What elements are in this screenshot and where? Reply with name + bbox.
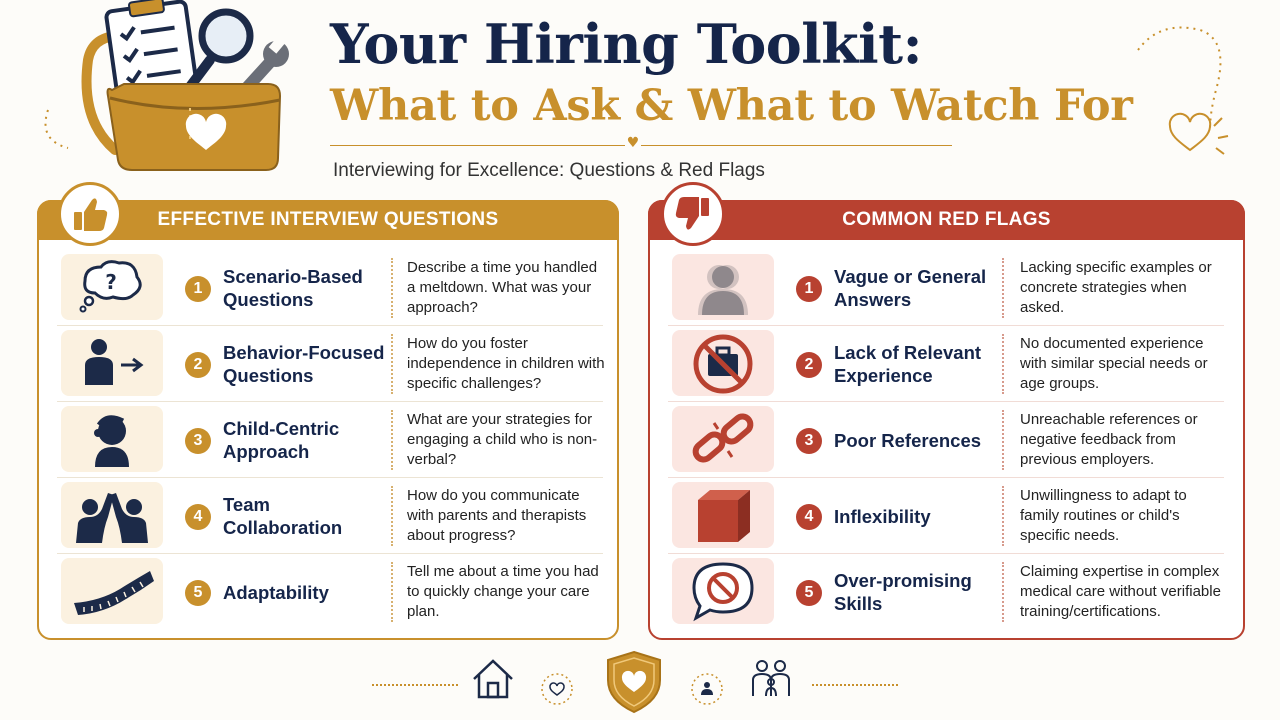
item-number: 3 bbox=[796, 428, 822, 454]
item-number: 1 bbox=[185, 276, 211, 302]
divider bbox=[1002, 410, 1004, 470]
list-item bbox=[668, 326, 1224, 402]
item-title: Team Collaboration bbox=[223, 494, 343, 538]
thought-bubble-question-icon bbox=[61, 254, 163, 320]
divider bbox=[1002, 334, 1004, 394]
item-title: Behavior-Focused Questions bbox=[223, 342, 385, 386]
item-description: Describe a time you handled a meltdown. What was your approach? bbox=[407, 259, 598, 316]
divider bbox=[391, 334, 393, 394]
panel-header: COMMON RED FLAGS bbox=[648, 200, 1245, 240]
divider-heart-icon: ♥ bbox=[626, 135, 640, 151]
divider bbox=[391, 486, 393, 546]
rigid-box-icon bbox=[672, 482, 774, 548]
red-flags-panel bbox=[648, 200, 1245, 640]
divider bbox=[1002, 562, 1004, 622]
item-number: 2 bbox=[796, 352, 822, 378]
interview-questions-panel bbox=[37, 200, 619, 640]
item-number: 2 bbox=[185, 352, 211, 378]
divider bbox=[1002, 258, 1004, 318]
person-arrow-icon bbox=[61, 330, 163, 396]
list-item bbox=[668, 478, 1224, 554]
item-title: Inflexibility bbox=[834, 505, 931, 527]
svg-text:?: ? bbox=[105, 270, 117, 294]
flexible-ruler-icon bbox=[61, 558, 163, 624]
item-description: How do you foster independence in children with specific challenges? bbox=[407, 335, 605, 392]
divider bbox=[391, 258, 393, 318]
item-title: Over-promising Skills bbox=[834, 570, 972, 614]
item-number: 4 bbox=[185, 504, 211, 530]
list-item bbox=[668, 554, 1224, 630]
item-description: What are your strategies for engaging a child who is non-verbal? bbox=[407, 411, 598, 468]
item-number: 3 bbox=[185, 428, 211, 454]
item-number: 5 bbox=[185, 580, 211, 606]
high-five-icon bbox=[61, 482, 163, 548]
no-briefcase-icon bbox=[672, 330, 774, 396]
person-circle-icon bbox=[690, 672, 724, 706]
footer-dotted-line bbox=[812, 684, 898, 686]
page-subtitle: Interviewing for Excellence: Questions & Red Flags bbox=[333, 160, 765, 181]
item-description: Lacking specific examples or concrete strategies when asked. bbox=[1020, 259, 1212, 316]
prohibited-speech-icon bbox=[672, 558, 774, 624]
list-item bbox=[668, 402, 1224, 478]
house-icon bbox=[470, 657, 516, 701]
list-item bbox=[57, 402, 603, 478]
panel-header: EFFECTIVE INTERVIEW QUESTIONS bbox=[37, 200, 619, 240]
divider bbox=[391, 562, 393, 622]
family-icon bbox=[748, 658, 794, 700]
list-item bbox=[57, 326, 603, 402]
blurred-person-icon bbox=[672, 254, 774, 320]
list-item bbox=[668, 250, 1224, 326]
item-description: Unreachable references or negative feedback from previous employers. bbox=[1020, 411, 1198, 468]
thumbs-up-icon bbox=[58, 182, 122, 246]
item-description: Unwillingness to adapt to family routines or child's specific needs. bbox=[1020, 487, 1187, 544]
list-item bbox=[57, 554, 603, 630]
divider bbox=[391, 410, 393, 470]
item-title: Child-Centric Approach bbox=[223, 418, 340, 462]
page-title-secondary: What to Ask & What to Watch For bbox=[330, 81, 1133, 131]
item-description: Claiming expertise in complex medical care without verifiable training/certifications. bbox=[1020, 563, 1221, 620]
item-title: Poor References bbox=[834, 429, 982, 451]
child-head-icon bbox=[61, 406, 163, 472]
heart-shield-icon bbox=[604, 650, 664, 714]
item-description: How do you communicate with parents and therapists about progress? bbox=[407, 487, 587, 544]
divider bbox=[1002, 486, 1004, 546]
footer-dotted-line bbox=[372, 684, 458, 686]
thumbs-down-icon bbox=[661, 182, 725, 246]
item-title: Adaptability bbox=[223, 581, 329, 603]
item-description: Tell me about a time you had to quickly change your care plan. bbox=[407, 563, 599, 620]
item-number: 1 bbox=[796, 276, 822, 302]
list-item bbox=[57, 478, 603, 554]
page-title: Your Hiring Toolkit: bbox=[330, 12, 923, 76]
item-number: 5 bbox=[796, 580, 822, 606]
title-divider bbox=[330, 135, 952, 151]
item-title: Vague or General Answers bbox=[834, 266, 987, 310]
heart-circle-icon bbox=[540, 672, 574, 706]
item-number: 4 bbox=[796, 504, 822, 530]
toolkit-bag-illustration bbox=[40, 0, 320, 175]
list-item bbox=[57, 250, 603, 326]
item-description: No documented experience with similar special needs or age groups. bbox=[1020, 335, 1208, 392]
broken-chain-icon bbox=[672, 406, 774, 472]
item-title: Lack of Relevant Experience bbox=[834, 342, 982, 386]
item-title: Scenario-Based Questions bbox=[223, 266, 363, 310]
